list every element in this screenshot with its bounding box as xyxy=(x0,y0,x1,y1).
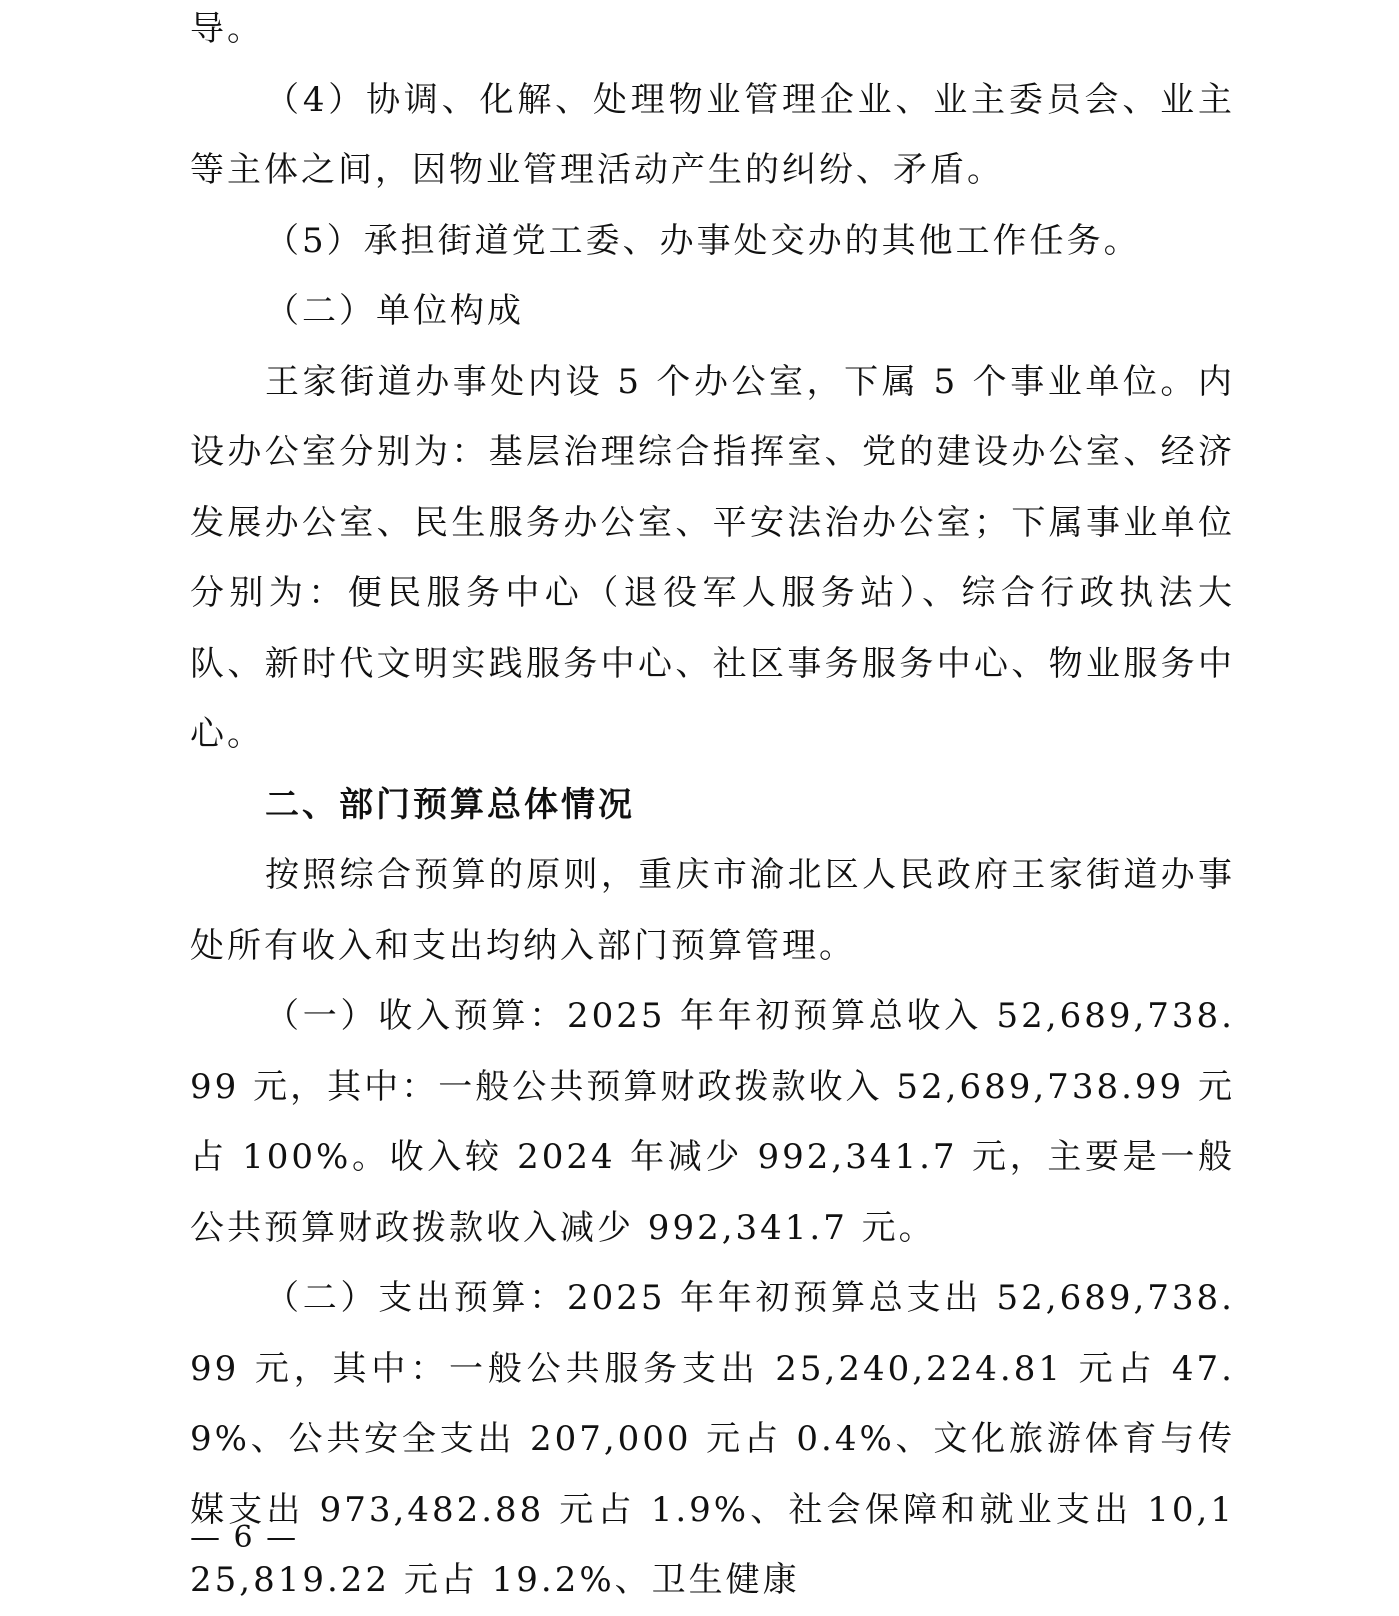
paragraph-continuation: 导。 xyxy=(190,9,264,49)
document-body xyxy=(190,0,1235,1616)
page-number: — 6 — xyxy=(190,1520,299,1555)
paragraph-item-4: （4）协调、化解、处理物业管理企业、业主委员会、业主等主体之间，因物业管理活动产生的纠纷、矛盾。 xyxy=(190,79,1235,190)
paragraph-budget-principle: 按照综合预算的原则，重庆市渝北区人民政府王家街道办事处所有收入和支出均纳入部门预算管理。 xyxy=(190,855,1235,966)
paragraph-item-5: （5）承担街道党工委、办事处交办的其他工作任务。 xyxy=(265,220,1141,261)
subheading-unit-structure: （二）单位构成 xyxy=(265,291,524,331)
paragraph-expenditure-budget: （二）支出预算：2025 年年初预算总支出 52,689,738.99 元，其中：一般公共服务支出 25,240,224.81 元占 47.9%、公共安全支出 207,000 元占 0.4%、文化旅游体育与传媒支出 973,482.88 元占 1.9%、社会保障和就业支出 10,125,819.22 元占 19.2%、卫生健康 xyxy=(190,1278,1235,1600)
paragraph-unit-structure: 王家街道办事处内设 5 个办公室，下属 5 个事业单位。内设办公室分别为：基层治理综合指挥室、党的建设办公室、经济发展办公室、民生服务办公室、平安法治办公室；下属事业单位分别为：便民服务中心（退役军人服务站）、综合行政执法大队、新时代文明实践服务中心、社区事务服务中心、物业服务中心。 xyxy=(190,361,1235,754)
section-heading-budget-overview: 二、部门预算总体情况 xyxy=(265,784,635,825)
paragraph-income-budget: （一）收入预算：2025 年年初预算总收入 52,689,738.99 元，其中：一般公共预算财政拨款收入 52,689,738.99 元占 100%。收入较 2024 年减少 992,341.7 元，主要是一般公共预算财政拨款收入减少 992,341.7 元。 xyxy=(190,996,1235,1248)
